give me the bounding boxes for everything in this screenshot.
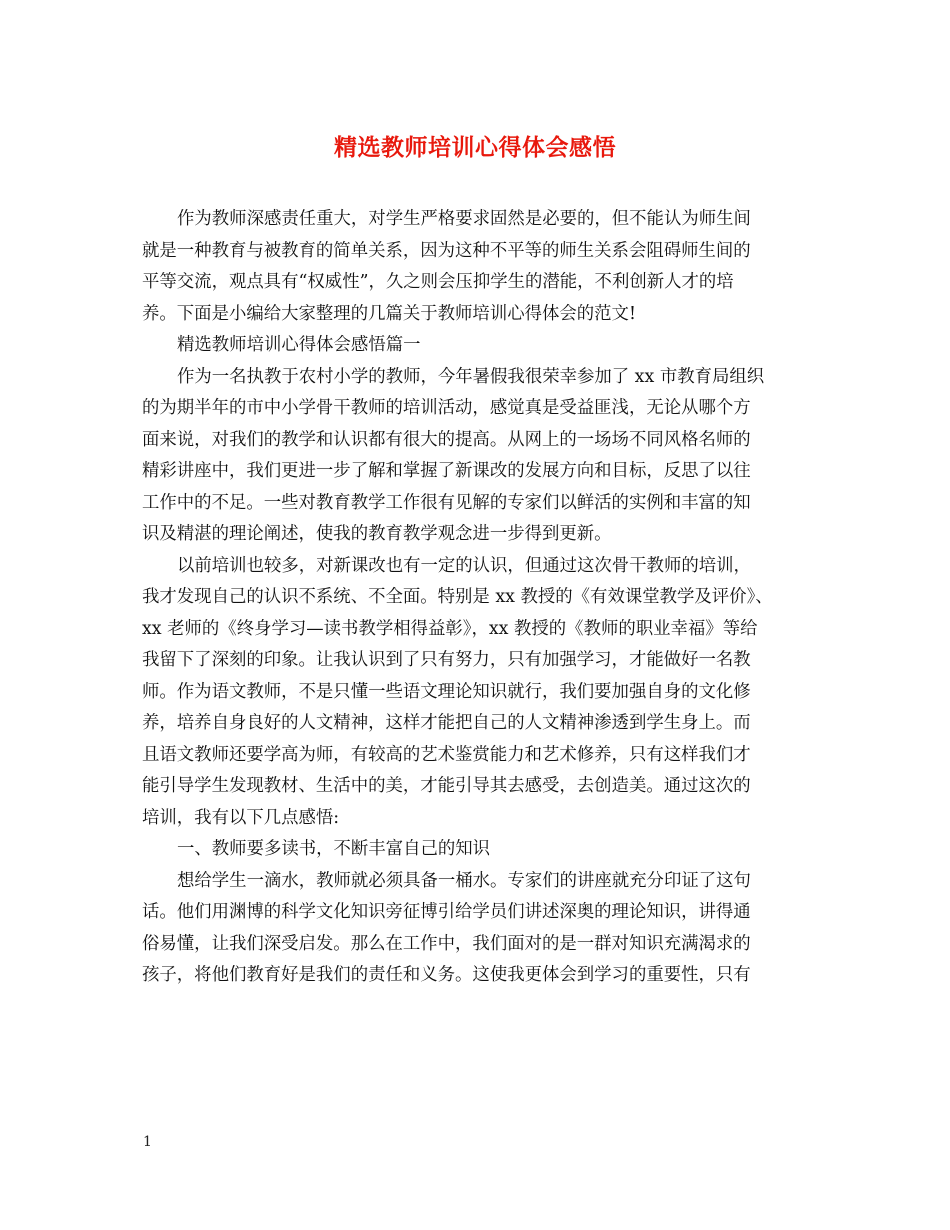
text-line: 能引导学生发现教材、生活中的美，才能引导其去感受，去创造美。通过这次的: [142, 776, 751, 796]
text-line: 面来说，对我们的教学和认识都有很大的提高。从网上的一场场不同风格名师的: [142, 429, 751, 450]
text-line: 养。下面是小编给大家整理的几篇关于教师培训心得体会的范文!: [142, 303, 636, 324]
text-line: 师。作为语文教师，不是只懂一些语文理论知识就行，我们要加强自身的文化修: [142, 681, 751, 702]
text-line: 精彩讲座中，我们更进一步了解和掌握了新课改的发展方向和目标，反思了以往: [142, 461, 751, 481]
text-line: 作为一名执教于农村小学的教师，今年暑假我很荣幸参加了 xx 市教育局组织: [177, 366, 765, 387]
text-line: 我留下了深刻的印象。让我认识到了只有努力，只有加强学习，才能做好一名教: [142, 650, 751, 670]
text-line: 就是一种教育与被教育的简单关系，因为这种不平等的师生关系会阻碍师生间的: [142, 240, 751, 261]
text-line: 平等交流，观点具有“权威性”，久之则会压抑学生的潜能，不利创新人才的培: [142, 272, 734, 292]
text-line: 作为教师深感责任重大，对学生严格要求固然是必要的，但不能认为师生间: [177, 209, 751, 229]
document-body: [142, 204, 814, 992]
text-line: xx 老师的《终身学习—读书教学相得益彰》，xx 教授的《教师的职业幸福》等给: [142, 618, 758, 639]
text-line: 我才发现自己的认识不系统、不全面。特别是 xx 教授的《有效课堂教学及评价》、: [142, 587, 773, 607]
text-line: 的为期半年的市中小学骨干教师的培训活动，感觉真是受益匪浅，无论从哪个方: [142, 398, 751, 418]
text-line: 以前培训也较多，对新课改也有一定的认识，但通过这次骨干教师的培训，: [177, 555, 751, 576]
text-line: 想给学生一滴水，教师就必须具备一桶水。专家们的讲座就充分印证了这句: [177, 870, 751, 891]
text-line: 话。他们用渊博的科学文化知识旁征博引给学员们讲述深奥的理论知识，讲得通: [142, 902, 751, 922]
text-line: 孩子，将他们教育好是我们的责任和义务。这使我更体会到学习的重要性，只有: [142, 965, 751, 985]
text-line: 识及精湛的理论阐述，使我的教育教学观念进一步得到更新。: [142, 524, 612, 544]
document-title: 精选教师培训心得体会感悟: [334, 134, 616, 161]
text-line: 精选教师培训心得体会感悟篇一: [177, 335, 421, 355]
text-line: 养，培养自身良好的人文精神，这样才能把自己的人文精神渗透到学生身上。而: [142, 713, 751, 733]
text-line: 工作中的不足。一些对教育教学工作很有见解的专家们以鲜活的实例和丰富的知: [142, 492, 751, 513]
text-line: 一、教师要多读书，不断丰富自己的知识: [177, 839, 491, 859]
text-line: 培训，我有以下几点感悟:: [142, 807, 340, 828]
text-line: 且语文教师还要学高为师，有较高的艺术鉴赏能力和艺术修养，只有这样我们才: [142, 744, 751, 765]
text-line: 俗易懂，让我们深受启发。那么在工作中，我们面对的是一群对知识充满渴求的: [142, 933, 751, 954]
page-number: 1: [143, 1134, 152, 1150]
